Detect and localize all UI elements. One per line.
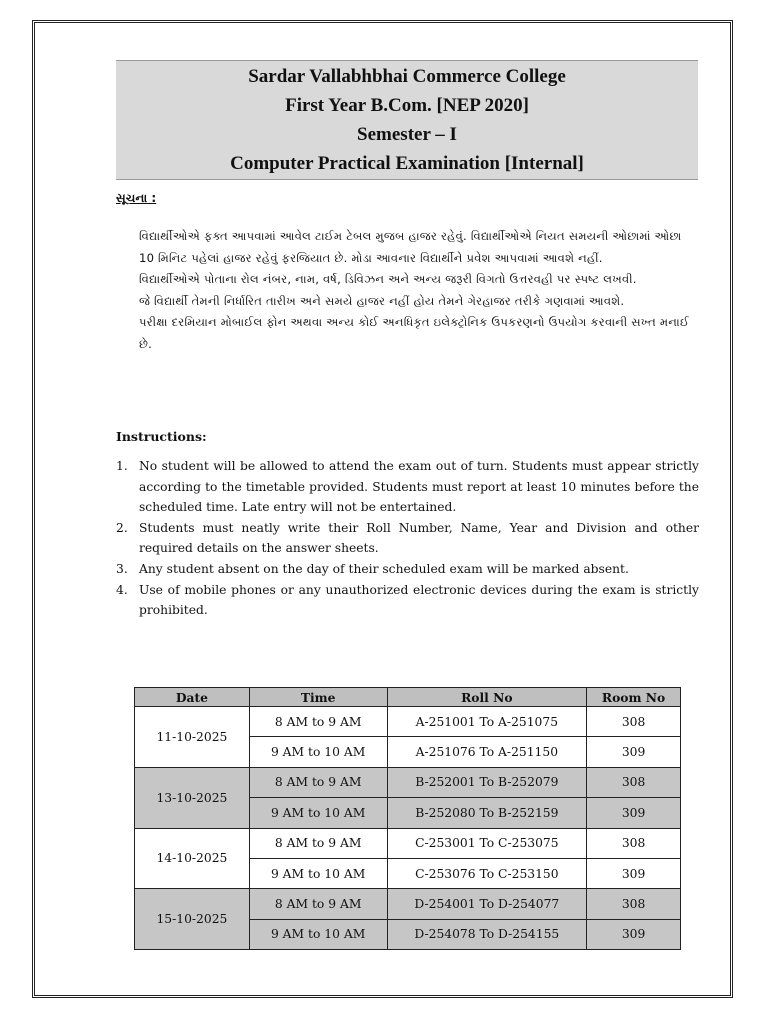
roll-cell: C-253001 To C-253075 (387, 828, 587, 858)
date-cell: 11-10-2025 (135, 707, 250, 768)
time-cell: 9 AM to 10 AM (249, 737, 387, 767)
header-time: Time (249, 688, 387, 707)
roll-cell: C-253076 To C-253150 (387, 858, 587, 888)
roll-cell: A-251076 To A-251150 (387, 737, 587, 767)
instructions-list (116, 456, 699, 621)
table-row (135, 767, 681, 797)
roll-cell: A-251001 To A-251075 (387, 707, 587, 737)
time-cell: 8 AM to 9 AM (249, 889, 387, 919)
instruction-number: 4. (116, 582, 128, 597)
room-cell: 309 (587, 919, 681, 949)
instruction-item (116, 456, 699, 518)
instruction-number: 3. (116, 561, 128, 576)
header-roll-no: Roll No (387, 688, 587, 707)
college-name: Sardar Vallabhbhai Commerce College (248, 66, 566, 87)
room-cell: 309 (587, 737, 681, 767)
instructions-title: Instructions: (116, 429, 207, 444)
gujarati-paragraph: જે વિદ્યાર્થી તેમની નિર્ધારિત તારીખ અને સમયે હાજર નહીં હોય તેમને ગેરહાજર તરીકે ગણવામાં આવશે. (139, 293, 625, 308)
semester-title: Semester – I (357, 124, 457, 145)
date-cell: 13-10-2025 (135, 767, 250, 828)
table-row (135, 889, 681, 919)
instruction-number: 1. (116, 459, 128, 473)
header-room-no: Room No (587, 688, 681, 707)
instruction-number: 2. (116, 520, 128, 535)
date-cell: 15-10-2025 (135, 889, 250, 950)
exam-title: Computer Practical Examination [Internal] (230, 153, 584, 174)
date-cell: 14-10-2025 (135, 828, 250, 889)
instruction-text: No student will be allowed to attend the exam out of turn. Students must appear strictly according to the timetable provided. Students must report at least 10 minutes before the scheduled time. Late entry will not be entertained. (139, 459, 699, 515)
room-cell: 308 (587, 707, 681, 737)
table-row (135, 828, 681, 858)
room-cell: 308 (587, 889, 681, 919)
room-cell: 308 (587, 828, 681, 858)
course-title: First Year B.Com. [NEP 2020] (285, 95, 529, 116)
roll-cell: B-252001 To B-252079 (387, 767, 587, 797)
time-cell: 9 AM to 10 AM (249, 858, 387, 888)
room-cell: 308 (587, 767, 681, 797)
instruction-item (116, 559, 699, 580)
instruction-text: Students must neatly write their Roll Number, Name, Year and Division and other required details on the answer sheets. (139, 520, 699, 556)
gujarati-paragraph: પરીક્ષા દરમિયાન મોબાઈલ ફોન અથવા અન્ય કોઈ અનધિકૃત ઇલેક્ટ્રોનિક ઉપકરણનો ઉપયોગ કરવાની સખ્ત મનાઈ છે. (139, 315, 690, 351)
instruction-text: Any student absent on the day of their scheduled exam will be marked absent. (139, 561, 629, 576)
room-cell: 309 (587, 798, 681, 828)
exam-schedule-table (134, 687, 681, 950)
roll-cell: D-254078 To D-254155 (387, 919, 587, 949)
instruction-text: Use of mobile phones or any unauthorized electronic devices during the exam is strictly prohibited. (139, 582, 699, 618)
room-cell: 309 (587, 858, 681, 888)
header-date: Date (135, 688, 250, 707)
instruction-item (116, 580, 699, 621)
time-cell: 8 AM to 9 AM (249, 767, 387, 797)
time-cell: 9 AM to 10 AM (249, 798, 387, 828)
gujarati-notice (139, 226, 699, 356)
roll-cell: B-252080 To B-252159 (387, 798, 587, 828)
gujarati-paragraph: વિદ્યાર્થીઓએ પોતાના રોલ નંબર, નામ, વર્ષ, ડિવિઝન અને અન્ય જરૂરી વિગતો ઉત્તરવહી પર સ્પષ્ટ લખવી. (139, 272, 637, 287)
instruction-item (116, 518, 699, 559)
time-cell: 8 AM to 9 AM (249, 707, 387, 737)
roll-cell: D-254001 To D-254077 (387, 889, 587, 919)
table-header-row (135, 688, 681, 707)
gujarati-paragraph: વિદ્યાર્થીઓએ ફક્ત આપવામાં આવેલ ટાઈમ ટેબલ મુજબ હાજર રહેવું. વિદ્યાર્થીઓએ નિયત સમયની ઓછામાં ઓછા 10 મિનિટ પહેલાં હાજર રહેવું ફરજિયાત છે. મોડા આવનાર વિદ્યાર્થીને પ્રવેશ આપવામાં આવશે નહીં. (139, 229, 682, 265)
gujarati-notice-label: સૂચના : (116, 191, 157, 205)
table-row (135, 707, 681, 737)
document-header (116, 60, 698, 180)
time-cell: 8 AM to 9 AM (249, 828, 387, 858)
time-cell: 9 AM to 10 AM (249, 919, 387, 949)
